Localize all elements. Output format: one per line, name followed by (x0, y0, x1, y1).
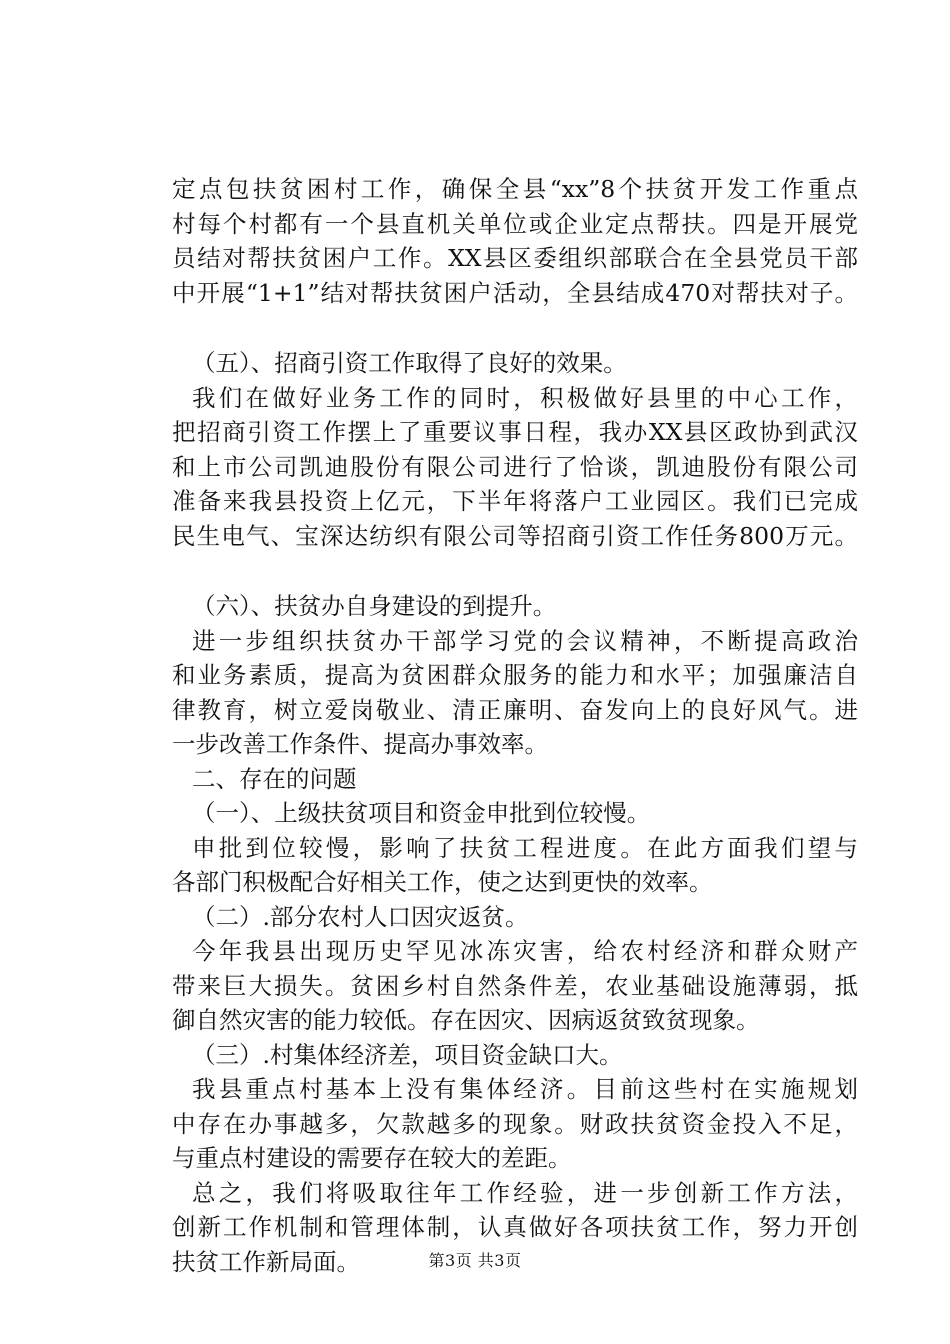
text-line: 进一步组织扶贫办干部学习党的会议精神，不断提高政治 (192, 626, 858, 655)
subsection-heading: （一）、上级扶贫项目和资金申批到位较慢。 (192, 799, 651, 827)
text-line: 定点包扶贫困村工作，确保全县“xx”8个扶贫开发工作重点 (172, 175, 858, 203)
text-line: 和业务素质，提高为贫困群众服务的能力和水平；加强廉洁自 (172, 661, 858, 689)
text-line: 创新工作机制和管理体制，认真做好各项扶贫工作，努力开创 (172, 1213, 858, 1241)
text-line: 一步改善工作条件、提高办事效率。 (172, 730, 548, 758)
paragraph-self-building (172, 624, 858, 762)
section-heading: （六）、扶贫办自身建设的到提升。 (192, 592, 557, 620)
page-number-footer: 第3页 共3页 (428, 1251, 522, 1270)
text-line: 总之，我们将吸取往年工作经验，进一步创新工作方法， (192, 1178, 858, 1207)
section-heading-problems (172, 762, 858, 797)
section-heading-self-building (172, 589, 858, 624)
subheading-approval-slow (172, 796, 858, 831)
text-line: 与重点村建设的需要存在较大的差距。 (172, 1144, 572, 1172)
paragraph-approval-slow (172, 831, 858, 900)
section-heading-investment (172, 346, 858, 381)
subsection-heading: （二）.部分农村人口因灾返贫。 (192, 902, 529, 931)
text-line: 中存在办事越多，欠款越多的现象。财政扶贫资金投入不足， (172, 1109, 858, 1138)
text-line: 村每个村都有一个县直机关单位或企业定点帮扶。四是开展党 (172, 209, 858, 238)
text-line: 中开展“1+1”结对帮扶贫困户活动，全县结成470对帮扶对子。 (172, 278, 858, 307)
text-line: 今年我县出现历史罕见冰冻灾害，给农村经济和群众财产 (192, 937, 858, 965)
text-line: 把招商引资工作摆上了重要议事日程，我办XX县区政协到武汉 (172, 418, 858, 446)
text-line: 我们在做好业务工作的同时，积极做好县里的中心工作， (192, 383, 858, 412)
paragraph-collective-economy (172, 1072, 858, 1176)
text-line: 律教育，树立爱岗敬业、清正廉明、奋发向上的良好风气。进 (172, 695, 858, 724)
paragraph-disaster-poverty (172, 934, 858, 1038)
subheading-collective-economy (172, 1038, 858, 1073)
text-line: 民生电气、宝深达纺织有限公司等招商引资工作任务800万元。 (172, 521, 858, 550)
text-line: 御自然灾害的能力较低。存在因灾、因病返贫致贫现象。 (172, 1006, 760, 1034)
text-line: 带来巨大损失。贫困乡村自然条件差，农业基础设施薄弱，抵 (172, 971, 858, 1000)
text-line: 申批到位较慢，影响了扶贫工程进度。在此方面我们望与 (192, 833, 858, 862)
text-line: 和上市公司凯迪股份有限公司进行了恰谈，凯迪股份有限公司 (172, 452, 858, 481)
subheading-disaster-poverty (172, 900, 858, 935)
text-line: 员结对帮扶贫困户工作。XX县区委组织部联合在全县党员干部 (172, 244, 858, 272)
text-line: 我县重点村基本上没有集体经济。目前这些村在实施规划 (192, 1075, 858, 1103)
section-heading: 二、存在的问题 (192, 764, 357, 793)
document-body (172, 172, 858, 1279)
section-heading: （五）、招商引资工作取得了良好的效果。 (192, 349, 627, 377)
text-line: 各部门积极配合好相关工作，使之达到更快的效率。 (172, 868, 713, 896)
paragraph-poverty-pairing (172, 172, 858, 310)
subsection-heading: （三）.村集体经济差，项目资金缺口大。 (192, 1040, 623, 1069)
text-line: 准备来我县投资上亿元，下半年将落户工业园区。我们已完成 (172, 487, 858, 515)
paragraph-investment (172, 381, 858, 554)
text-line: 扶贫工作新局面。 (172, 1247, 360, 1276)
